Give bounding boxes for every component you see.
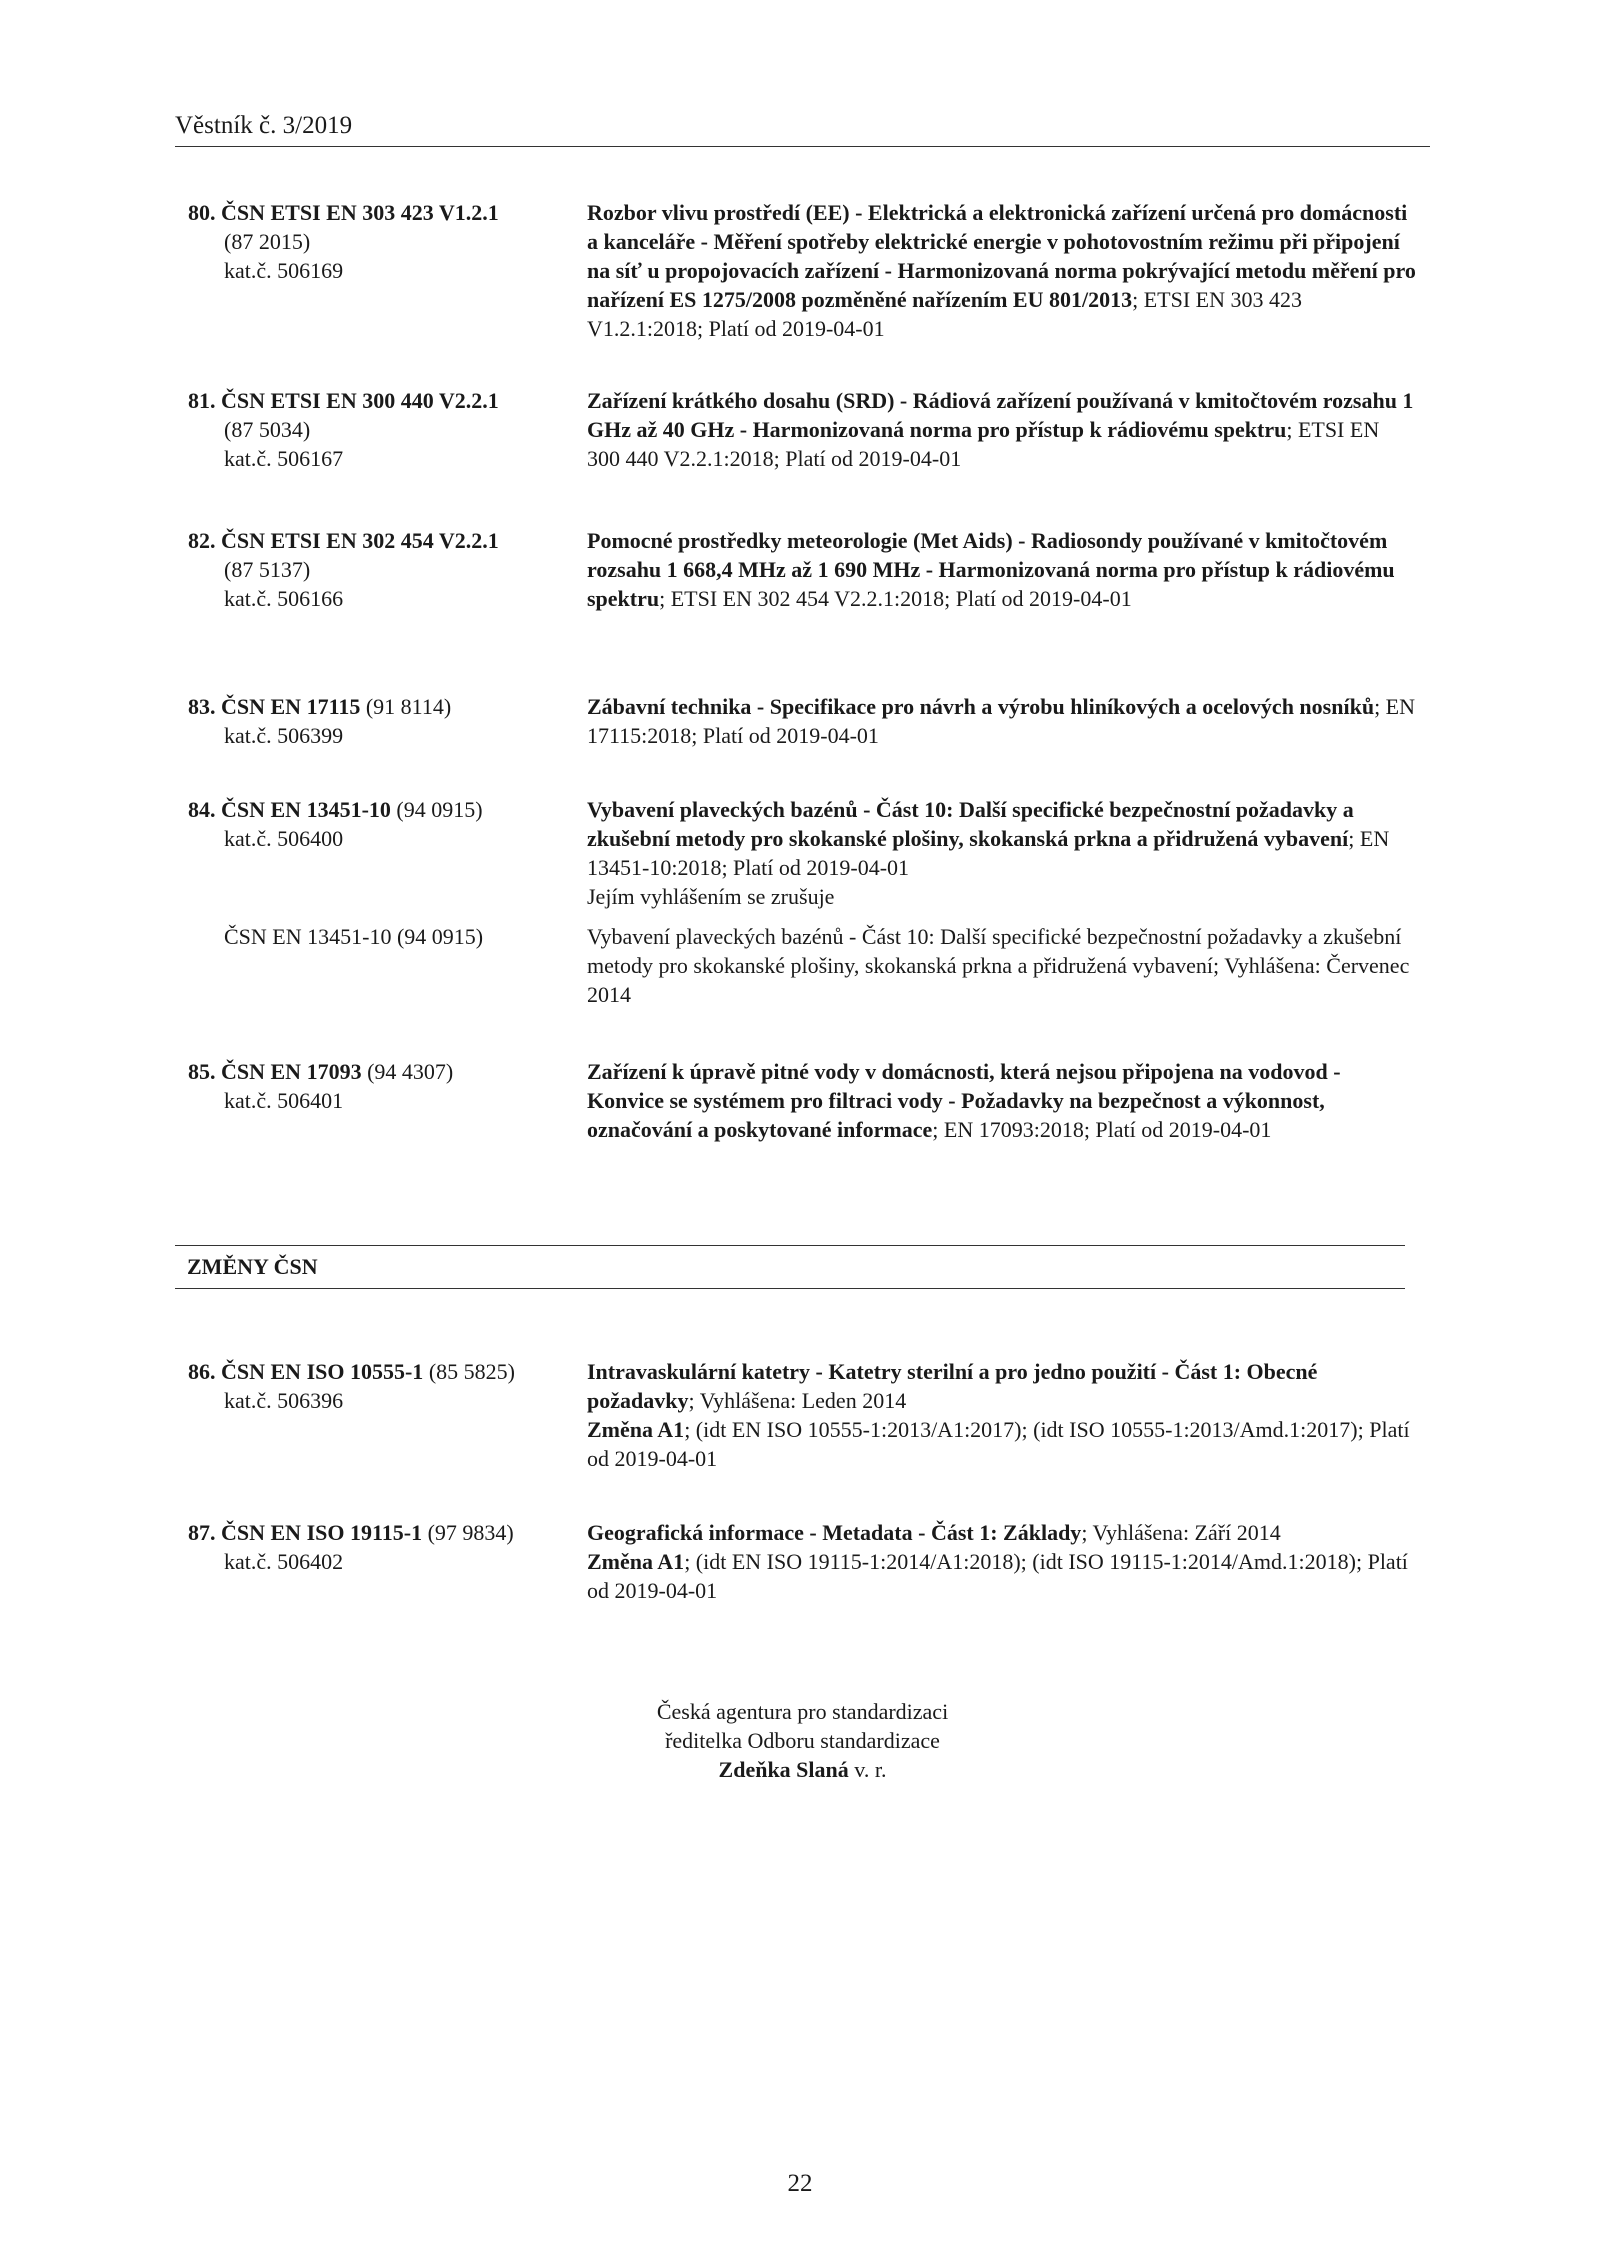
catalog-number: kat.č. 506401 — [224, 1088, 344, 1113]
standard-code: ČSN ETSI EN 300 440 V2.2.1 — [221, 388, 499, 413]
class-number: (85 5825) — [423, 1359, 515, 1384]
change-details: ; (idt EN ISO 10555-1:2013/A1:2017); (idt ISO 10555-1:2013/Amd.1:2017); Platí od 2019-04-01 — [587, 1417, 1410, 1471]
title-details: ; ETSI EN 302 454 V2.2.1:2018; Platí od 2019-04-01 — [659, 586, 1132, 611]
standard-code-block — [188, 386, 568, 473]
signature-block — [500, 1697, 1105, 1784]
class-number: (94 0915) — [390, 797, 483, 822]
signer-line — [500, 1755, 1105, 1784]
standard-title — [587, 526, 1417, 613]
entry-number: 84. — [188, 797, 216, 822]
class-number: (87 5137) — [224, 557, 311, 582]
title-text: Zábavní technika - Specifikace pro návrh a výrobu hliníkových a ocelových nosníků — [587, 694, 1375, 719]
standard-code: ČSN ETSI EN 303 423 V1.2.1 — [221, 200, 499, 225]
replaced-code: ČSN EN 13451-10 (94 0915) — [224, 924, 484, 949]
class-number: (97 9834) — [422, 1520, 514, 1545]
agency-name: Česká agentura pro standardizaci — [656, 1699, 949, 1724]
title-details: ; Vyhlášena: Září 2014 — [1081, 1520, 1281, 1545]
catalog-number: kat.č. 506399 — [224, 723, 344, 748]
standard-code-block — [188, 1057, 568, 1115]
replaced-code-block — [188, 922, 568, 951]
standard-title — [587, 386, 1417, 473]
standard-code: ČSN EN ISO 10555-1 — [221, 1359, 424, 1384]
catalog-number: kat.č. 506167 — [224, 446, 344, 471]
class-number: (94 4307) — [361, 1059, 454, 1084]
class-number: (87 5034) — [224, 417, 311, 442]
catalog-number: kat.č. 506169 — [224, 258, 344, 283]
entry-number: 81. — [188, 388, 216, 413]
title-text: Rozbor vlivu prostředí (EE) - Elektrická a elektronická zařízení určená pro domácnosti a kanceláře - Měření spotřeby elektrické energie v pohotovostním režimu při připojení na síť u propojovacích zařízení - Harmonizovaná norma pokrývající metodu měření pro nařízení ES 1275/2008 pozměněné nařízením EU 801/2013 — [587, 200, 1416, 312]
standard-code-block — [188, 1357, 568, 1415]
replaced-title: Vybavení plaveckých bazénů - Část 10: Další specifické bezpečnostní požadavky a zkušební metody pro skokanské plošiny, skokanská prkna a přidružená vybavení; Vyhlášena: Červenec 2014 — [587, 924, 1410, 1007]
signer-suffix: v. r. — [848, 1757, 887, 1782]
standard-title — [587, 1357, 1417, 1473]
title-text: Pomocné prostředky meteorologie (Met Aids) - Radiosondy používané v kmitočtovém rozsahu 1 668,4 MHz až 1 690 MHz - Harmonizovaná norma pro přístup k rádiovému spektru — [587, 528, 1395, 611]
entry-number: 87. — [188, 1520, 216, 1545]
catalog-number: kat.č. 506166 — [224, 586, 344, 611]
class-number: (91 8114) — [360, 694, 452, 719]
standard-code: ČSN ETSI EN 302 454 V2.2.1 — [221, 528, 499, 553]
title-details: ; EN 17115:2018; Platí od 2019-04-01 — [587, 694, 1416, 748]
standard-code: ČSN EN 13451-10 — [221, 797, 391, 822]
title-text: Geografická informace - Metadata - Část 1: Základy — [587, 1520, 1082, 1545]
standard-code-block — [188, 1518, 568, 1576]
standard-title — [587, 1057, 1417, 1144]
entry-number: 83. — [188, 694, 216, 719]
standard-code: ČSN EN 17115 — [221, 694, 361, 719]
catalog-number: kat.č. 506396 — [224, 1388, 344, 1413]
catalog-number: kat.č. 506402 — [224, 1549, 344, 1574]
class-number: (87 2015) — [224, 229, 311, 254]
standard-code: ČSN EN ISO 19115-1 — [221, 1520, 423, 1545]
catalog-number: kat.č. 506400 — [224, 826, 344, 851]
title-details: ; Vyhlášena: Leden 2014 — [688, 1388, 907, 1413]
change-label: Změna A1 — [587, 1417, 685, 1442]
title-details: ; ETSI EN 303 423 V1.2.1:2018; Platí od 2019-04-01 — [587, 287, 1302, 341]
entry-number: 82. — [188, 528, 216, 553]
title-text: Zařízení krátkého dosahu (SRD) - Rádiová zařízení používaná v kmitočtovém rozsahu 1 GHz až 40 GHz - Harmonizovaná norma pro přístup k rádiovému spektru — [587, 388, 1414, 442]
standard-code-block — [188, 526, 568, 613]
replacement-note: Jejím vyhlášením se zrušuje — [587, 884, 835, 909]
standard-code: ČSN EN 17093 — [221, 1059, 362, 1084]
entry-number: 85. — [188, 1059, 216, 1084]
journal-title: Věstník č. 3/2019 — [175, 112, 353, 139]
entry-number: 86. — [188, 1359, 216, 1384]
standard-title — [587, 1518, 1417, 1605]
title-text: Vybavení plaveckých bazénů - Část 10: Další specifické bezpečnostní požadavky a zkušební metody pro skokanské plošiny, skokanská prkna a přidružená vybavení — [587, 797, 1354, 851]
change-details: ; (idt EN ISO 19115-1:2014/A1:2018); (idt ISO 19115-1:2014/Amd.1:2018); Platí od 2019-04-01 — [587, 1549, 1408, 1603]
title-details: ; EN 17093:2018; Platí od 2019-04-01 — [932, 1117, 1272, 1142]
standard-title — [587, 692, 1417, 750]
title-text: Intravaskulární katetry - Katetry sterilní a pro jedno použití - Část 1: Obecné požadavky — [587, 1359, 1318, 1413]
page-header — [175, 112, 1430, 147]
section-heading — [175, 1245, 1405, 1289]
entry-number: 80. — [188, 200, 216, 225]
standard-title — [587, 795, 1417, 911]
change-label: Změna A1 — [587, 1549, 685, 1574]
title-text: Zařízení k úpravě pitné vody v domácnosti, která nejsou připojena na vodovod - Konvice se systémem pro filtraci vody - Požadavky na bezpečnost a výkonnost, označování a poskytované informace — [587, 1059, 1341, 1142]
title-details: ; ETSI EN 300 440 V2.2.1:2018; Platí od 2019-04-01 — [587, 417, 1380, 471]
standard-code-block — [188, 692, 568, 750]
page-number: 22 — [787, 2170, 813, 2197]
standard-code-block — [188, 198, 568, 285]
section-title: ZMĚNY ČSN — [187, 1254, 318, 1279]
title-details: ; EN 13451-10:2018; Platí od 2019-04-01 — [587, 826, 1390, 880]
signer-name: Zdeňka Slaná — [718, 1757, 849, 1782]
standard-title — [587, 198, 1417, 343]
signer-role: ředitelka Odboru standardizace — [665, 1728, 940, 1753]
standard-code-block — [188, 795, 568, 853]
